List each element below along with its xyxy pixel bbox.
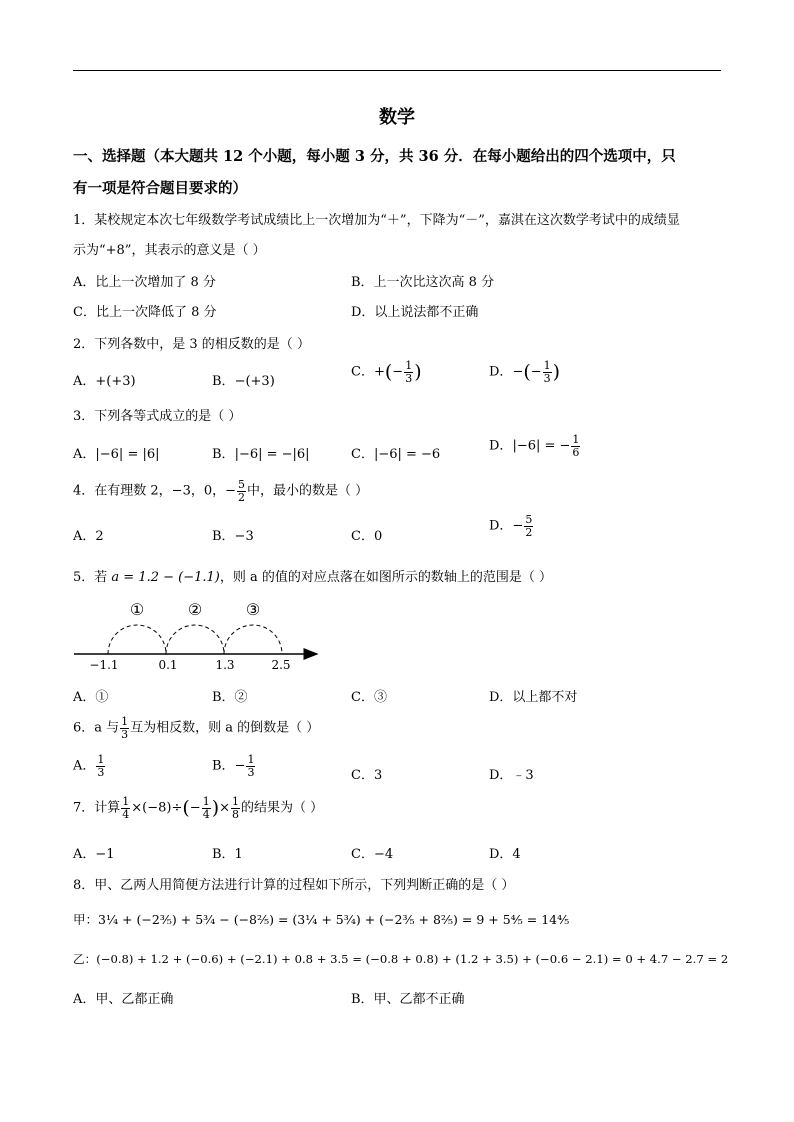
q4-stem — [73, 479, 368, 503]
fraction-numerator: 1 — [572, 433, 580, 446]
q7-stem-text: 7．计算 — [73, 800, 121, 816]
fraction-denominator: 6 — [572, 445, 580, 459]
fraction-numerator: 1 — [405, 359, 413, 372]
q6-stem-fraction — [120, 716, 129, 740]
fraction-numerator: 1 — [247, 753, 255, 766]
q7-option-a: A．−1 — [73, 847, 115, 862]
region-label-3: ③ — [245, 600, 261, 619]
q2-option-a — [73, 370, 136, 389]
q6-option-c: C．3 — [351, 768, 383, 783]
fraction-numerator: 5 — [525, 513, 533, 526]
q3-stem: 3．下列各等式成立的是（ ） — [73, 409, 242, 424]
q5-option-a: A．① — [73, 690, 109, 705]
arc-region-3 — [224, 625, 282, 654]
fraction-denominator: 3 — [247, 765, 255, 779]
q4-stem-fraction — [237, 479, 246, 503]
q3-option-a-expr: |−6| = |6| — [95, 447, 160, 462]
region-label-2: ② — [187, 600, 203, 619]
fraction-numerator: 1 — [202, 795, 210, 808]
q6-option-d: D．﹣3 — [489, 768, 534, 783]
fraction-denominator: 3 — [543, 371, 551, 385]
q7-stem-sign: − — [189, 800, 201, 816]
fraction-denominator: 3 — [405, 371, 413, 385]
q7-stem-math-2: × — [219, 800, 231, 816]
q2-stem: 2．下列各数中，是 3 的相反数的是（ ） — [73, 337, 310, 352]
q3-option-a-label: A． — [73, 447, 96, 462]
fraction-denominator: 3 — [97, 765, 105, 779]
section-heading-line1: 一、选择题（本大题共 12 个小题，每小题 3 分，共 36 分．在每小题给出的四个选项中，只 — [73, 148, 676, 165]
q2-option-d-inner-sign: − — [530, 364, 542, 380]
q2-option-c-label: C． — [351, 364, 374, 380]
q6-option-a-fraction — [96, 754, 105, 778]
q7-stem: 7．计算 $\frac{1}{4}$ ×(−8)÷(− $\frac{1}{4}$ )× $\frac{1}{8}$ 的结果为（ ） — [73, 795, 324, 821]
arc-region-2 — [166, 625, 224, 654]
q3-option-d-fraction — [571, 434, 580, 458]
q2-option-c: C．+(− $\frac{1}{3}$ ) — [351, 359, 422, 385]
q4-option-d-sign: − — [512, 518, 524, 534]
q5-option-b: B．② — [212, 690, 248, 705]
q7-fraction-2 — [202, 796, 211, 820]
q3-option-d-expr: |−6| = − — [512, 438, 571, 454]
q4-option-d-fraction — [524, 514, 533, 538]
q4-option-b: B．−3 — [212, 529, 254, 544]
tick-label: −1.1 — [89, 658, 119, 672]
q2-option-b-expr: −(+3) — [234, 374, 275, 389]
q6-stem — [73, 716, 319, 740]
q6-stem-text: 6．a 与 — [73, 720, 120, 736]
q8-option-a: A．甲、乙都正确 — [73, 992, 174, 1007]
q6-option-b-fraction — [246, 754, 255, 778]
fraction-numerator: 1 — [232, 795, 240, 808]
q4-option-c: C．0 — [351, 529, 383, 544]
q3-option-c-label: C． — [351, 447, 374, 462]
q7-fraction-3 — [231, 796, 240, 820]
q3-option-a — [73, 443, 160, 462]
q8-stem: 8．甲、乙两人用简便方法进行计算的过程如下所示，下列判断正确的是（ ） — [73, 878, 515, 893]
q7-option-b: B．1 — [212, 847, 243, 862]
q7-stem-math-1: ×(−8)÷ — [131, 800, 183, 816]
q7-stem-text-end: 的结果为（ ） — [241, 800, 324, 816]
q3-option-c-expr: |−6| = −6 — [373, 447, 441, 462]
q4-stem-text: 4．在有理数 2，−3，0，− — [73, 483, 237, 499]
q6-option-a — [73, 754, 106, 778]
q2-option-d-label: D． — [489, 364, 513, 380]
q4-option-a: A．2 — [73, 529, 104, 544]
fraction-denominator: 3 — [121, 727, 129, 741]
section-heading-line2: 有一项是符合题目要求的） — [73, 180, 247, 197]
q6-option-b-label: B． — [212, 758, 235, 774]
q1-option-d: D．以上说法都不正确 — [351, 305, 479, 320]
tick-label: 2.5 — [271, 658, 291, 672]
tick-label: 1.3 — [215, 658, 235, 672]
q5-stem-text-end: ，则 a 的值的对应点落在如图所示的数轴上的范围是（ ） — [219, 570, 553, 585]
fraction-numerator: 1 — [543, 359, 551, 372]
q3-option-c — [351, 443, 440, 462]
q1-option-c: C．比上一次降低了 8 分 — [73, 305, 217, 320]
q6-option-b-sign: − — [234, 758, 246, 774]
fraction-numerator: 1 — [97, 753, 105, 766]
q1-stem-line2: 示为“+8”，其表示的意义是（ ） — [73, 243, 266, 258]
number-line-diagram — [70, 592, 330, 672]
q8-yi-expr: (−0.8) + 1.2 + (−0.6) + (−2.1) + 0.8 + 3.5 = (−0.8 + 0.8) + (1.2 + 3.5) + (−0.6 − 2.1) = 0 + 4.7 − 2.7 = 2 — [96, 952, 729, 966]
q5-option-c: C．③ — [351, 690, 387, 705]
q2-option-d: D．−(− $\frac{1}{3}$ ) — [489, 359, 561, 385]
q3-option-b-expr: |−6| = −|6| — [234, 447, 310, 462]
fraction-numerator: 5 — [238, 478, 246, 491]
region-label-1: ① — [129, 600, 145, 619]
q7-option-c: C．−4 — [351, 847, 394, 862]
q3-option-d-label: D． — [489, 438, 513, 454]
q6-stem-text-end: 互为相反数，则 a 的倒数是（ ） — [130, 720, 320, 736]
q1-option-a: A．比上一次增加了 8 分 — [73, 275, 216, 290]
fraction-numerator: 1 — [122, 795, 130, 808]
page-title: 数学 — [379, 107, 415, 128]
q2-option-a-expr: +(+3) — [95, 374, 136, 389]
q2-option-d-fraction — [543, 360, 552, 384]
q6-option-b — [212, 754, 256, 778]
q4-option-d — [489, 514, 534, 538]
q4-stem-text-end: 中，最小的数是（ ） — [247, 483, 369, 499]
q2-option-c-fraction — [404, 360, 413, 384]
header-rule — [73, 70, 721, 71]
q2-option-a-label: A． — [73, 374, 96, 389]
fraction-denominator: 2 — [238, 490, 246, 504]
q3-option-b-label: B． — [212, 447, 235, 462]
q5-option-d: D．以上都不对 — [489, 690, 578, 705]
q2-option-c-sign: + — [373, 364, 385, 380]
q2-option-c-inner-sign: − — [392, 364, 404, 380]
fraction-denominator: 8 — [232, 807, 240, 821]
arc-region-1 — [108, 625, 166, 654]
q1-option-b: B．上一次比这次高 8 分 — [351, 275, 495, 290]
tick-label: 0.1 — [158, 658, 178, 672]
q2-option-b — [212, 370, 275, 389]
q8-yi-label: 乙： — [73, 952, 97, 966]
q3-option-b — [212, 443, 310, 462]
q8-jia-calculation: 甲：3¼ + (−2⅗) + 5¾ − (−8⅖) = (3¼ + 5¾) + (−2⅗ + 8⅖) = 9 + 5⅘ = 14⅘ — [73, 912, 570, 927]
q7-option-d: D．4 — [489, 847, 521, 862]
fraction-numerator: 1 — [121, 715, 129, 728]
q5-stem-text: 5．若 — [73, 570, 112, 585]
q1-stem-line1: 1．某校规定本次七年级数学考试成绩比上一次增加为“＋”，下降为“－”，嘉淇在这次数学考试中的成绩显 — [73, 213, 680, 228]
q2-option-d-sign: − — [512, 364, 524, 380]
q8-yi-calculation — [73, 951, 728, 967]
q6-option-a-label: A． — [73, 758, 96, 774]
fraction-denominator: 2 — [525, 525, 533, 539]
q4-option-d-label: D． — [489, 518, 513, 534]
q2-option-b-label: B． — [212, 374, 235, 389]
q3-option-d — [489, 434, 581, 458]
q5-stem-math: a = 1.2 − (−1.1) — [111, 570, 220, 585]
fraction-denominator: 4 — [122, 807, 130, 821]
q7-fraction-1 — [121, 796, 130, 820]
q8-option-b: B．甲、乙都不正确 — [351, 992, 465, 1007]
q5-stem — [73, 566, 552, 585]
fraction-denominator: 4 — [202, 807, 210, 821]
